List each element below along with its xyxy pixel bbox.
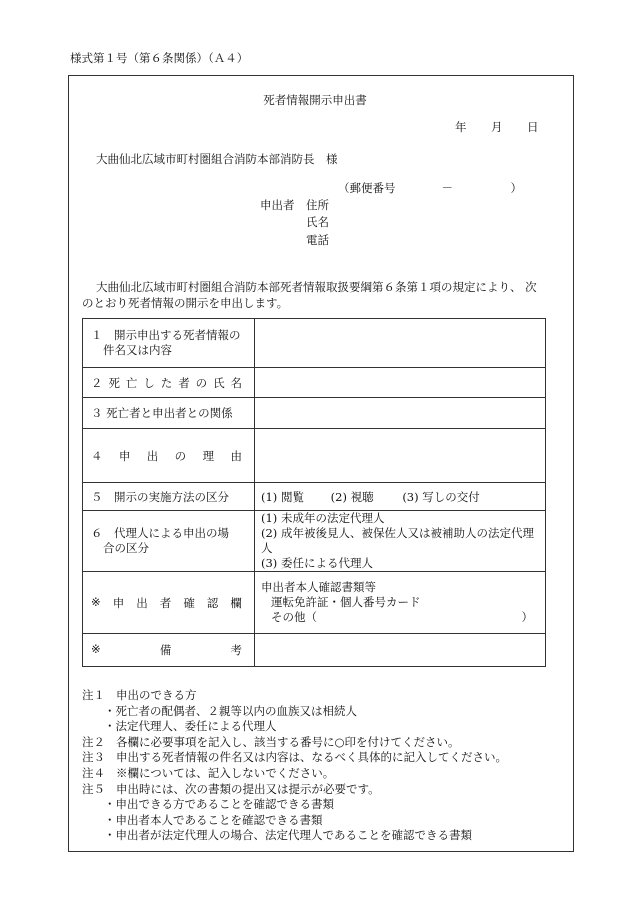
note-text: 申出時には、次の書類の提出又は提示が必要です。 [116,781,380,796]
label-char: 申 [112,595,125,610]
note-1 [82,688,562,704]
applicant-address-label: 住所 [306,198,329,212]
proxy-type-label-line1: ６ 代理人による申出の場 [91,526,229,540]
request-content-label [83,319,255,368]
label-char: 者 [178,375,190,390]
table-row [83,319,546,368]
notes-section [82,688,562,844]
note-sub-item: ・申出できる方であることを確認できる書類 [104,797,334,812]
note-label: 注５ [82,781,105,796]
label-char: 出 [136,595,148,610]
addressee: 大曲仙北広域市町村圏組合消防本部消防長 様 [96,152,338,166]
label-char: 名 [230,375,242,390]
label-char: し [143,375,155,390]
note-text: ※欄については、記入しないでください。 [116,765,335,780]
label-char: の [195,375,208,390]
identity-check-label-text [91,595,254,611]
label-char: 亡 [125,375,138,390]
table-row [83,572,546,634]
reason-field[interactable] [255,429,546,483]
identity-docs-other-open: その他（ [271,610,317,624]
label-char: た [160,375,173,390]
label-char: の [174,448,187,463]
identity-docs-license: 運転免許証・個人番号カード [271,595,421,609]
relationship-field[interactable] [255,398,546,429]
note-text: 申出する死者情報の件名又は内容は、なるべく具体的に記入してください。 [116,750,507,765]
note-text: 各欄に必要事項を記入し、該当する番号に○印を付けてください。 [116,734,460,749]
disclosure-method-label-text: ５ 開示の実施方法の区分 [91,489,229,504]
date-year: 年 [455,120,467,134]
option-adult-guardian[interactable]: (2) 成年被後見人、被保佐人又は被補助人の法定代理人 [261,526,534,555]
note-5 [82,782,562,798]
request-content-field[interactable] [255,319,546,368]
table-row [83,429,546,483]
label-char: 申 [118,448,131,463]
applicant-name-label: 氏名 [306,215,329,229]
identity-docs-heading: 申出者本人確認書類等 [261,580,376,594]
option-viewing[interactable]: (1) 閲覧 [261,489,304,504]
postal-code-field: （郵便番号 － ） [338,181,522,195]
identity-docs-other [255,610,545,625]
remarks-label [83,634,255,667]
proxy-type-options [255,511,546,572]
option-listening[interactable]: (2) 視聴 [330,489,374,504]
date-month: 月 [491,120,503,134]
application-table [82,318,546,667]
remarks-label-text [91,642,254,658]
note-4 [82,766,562,782]
form-title: 死者情報開示申出書 [263,93,367,107]
disclosure-method-options [255,483,546,511]
table-row [83,634,546,667]
intro-line-2: のとおり死者情報の開示を申出します。 [82,296,289,310]
request-content-label-line2: 件名又は内容 [103,343,172,357]
label-char: ２ [91,375,103,390]
label-char: ４ [91,448,103,463]
note-label: 注２ [82,734,105,749]
note-3 [82,750,562,766]
label-char: 出 [146,448,159,463]
reason-label-text [91,448,254,464]
disclosure-method-label [83,483,255,511]
identity-check-field [255,572,546,634]
note-sub-item: ・法定代理人、委任による代理人 [104,719,277,734]
relationship-label-text: ３ 死亡者と申出者との関係 [91,406,233,420]
table-row [83,483,546,511]
note-text: 申出のできる方 [116,688,197,702]
label-char: 認 [206,595,219,610]
label-char: 備 [159,643,172,657]
note-label: 注４ [82,765,105,780]
note-label: 注３ [82,750,105,765]
identity-check-label [83,572,255,634]
deceased-name-label [83,368,255,398]
form-number: 様式第１号（第６条関係）（Ａ４） [70,51,249,65]
note-sub-item: ・死亡者の配偶者、２親等以内の血族又は相続人 [104,703,357,718]
table-row [83,511,546,572]
proxy-type-label [83,511,255,572]
applicant-label: 申出者 [260,198,295,212]
intro-line-1: 大曲仙北広域市町村圏組合消防本部死者情報取扱要綱第６条第１項の規定により、 次 [96,280,537,294]
label-char: ※ [91,642,101,656]
table-row [83,368,546,398]
label-char: 欄 [230,595,242,610]
label-char: 考 [230,643,242,657]
option-minor-guardian[interactable]: (1) 未成年の法定代理人 [261,511,385,525]
label-char: 死 [108,375,120,390]
label-char: 確 [183,595,195,610]
label-char: 由 [230,448,242,463]
deceased-name-label-text [91,375,254,391]
note-2 [82,735,562,751]
table-row [83,398,546,429]
option-delegated-proxy[interactable]: (3) 委任による代理人 [261,556,373,570]
request-content-label-line1: １ 開示申出する死者情報の [91,328,241,342]
date-day: 日 [527,120,539,134]
label-char: ※ [91,594,101,609]
note-sub-item: ・申出者本人であることを確認できる書類 [104,812,323,827]
relationship-label [83,398,255,429]
option-copy[interactable]: (3) 写しの交付 [402,489,480,504]
label-char: 氏 [213,375,225,390]
identity-docs-other-close: ） [521,610,533,624]
note-sub-item: ・申出者が法定代理人の場合、法定代理人であることを確認できる書類 [104,828,472,843]
label-char: 者 [159,595,172,610]
remarks-field [255,634,546,667]
deceased-name-field[interactable] [255,368,546,398]
reason-label [83,429,255,483]
proxy-type-label-line2: 合の区分 [103,541,149,555]
label-char: 理 [202,448,215,463]
note-label: 注１ [82,688,105,702]
applicant-phone-label: 電話 [306,233,329,247]
